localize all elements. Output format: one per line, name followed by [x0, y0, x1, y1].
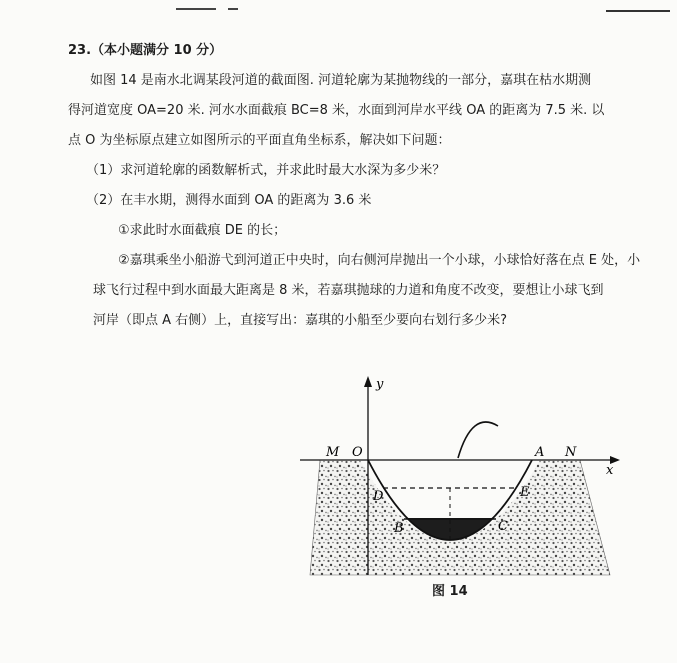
question-2-part-2	[68, 246, 658, 336]
figure-caption: 图 14	[432, 584, 468, 599]
label-M: M	[326, 445, 340, 460]
q2-2-line-1: ②嘉琪乘坐小船游弋到河道正中央时，向右侧河岸抛出一个小球，小球恰好落在点 E 处，小	[118, 253, 641, 268]
label-x: x	[606, 463, 614, 478]
label-N: N	[565, 445, 577, 460]
problem-23	[68, 36, 658, 336]
intro-line-1: 如图 14 是南水北调某段河道的截面图. 河道轮廓为某抛物线的一部分，嘉琪在枯水期测	[90, 73, 592, 88]
question-2: （2）在丰水期，测得水面到 OA 的距离为 3.6 米	[86, 193, 372, 208]
intro-line-2: 得河道宽度 OA=20 米. 河水水面截痕 BC=8 米，水面到河岸水平线 OA 的距离为 7.5 米. 以	[68, 103, 605, 118]
river-cross-section-diagram	[300, 370, 630, 585]
y-axis-arrow	[364, 376, 372, 387]
label-O: O	[352, 445, 363, 460]
figure-14	[300, 370, 630, 610]
label-B: B	[394, 521, 404, 536]
label-y: y	[376, 377, 384, 392]
label-C: C	[498, 519, 508, 534]
scan-artifact	[176, 8, 216, 10]
scan-artifact	[606, 10, 670, 12]
label-A: A	[535, 445, 545, 460]
ball-trajectory	[458, 422, 498, 458]
problem-header: 23.（本小题满分 10 分）	[68, 43, 223, 58]
scan-artifact	[228, 8, 238, 10]
q2-2-line-3: 河岸（即点 A 右侧）上，直接写出：嘉琪的小船至少要向右划行多少米?	[93, 313, 508, 328]
intro-line-3: 点 O 为坐标原点建立如图所示的平面直角坐标系，解决如下问题：	[68, 133, 451, 148]
label-E: E	[520, 485, 530, 500]
question-2-part-1: ①求此时水面截痕 DE 的长；	[118, 223, 287, 238]
label-D: D	[373, 489, 384, 504]
q2-2-line-2: 球飞行过程中到水面最大距离是 8 米，若嘉琪抛球的力道和角度不改变，要想让小球飞到	[93, 283, 604, 298]
question-1: （1）求河道轮廓的函数解析式，并求此时最大水深为多少米？	[86, 163, 446, 178]
problem-intro	[68, 66, 658, 156]
